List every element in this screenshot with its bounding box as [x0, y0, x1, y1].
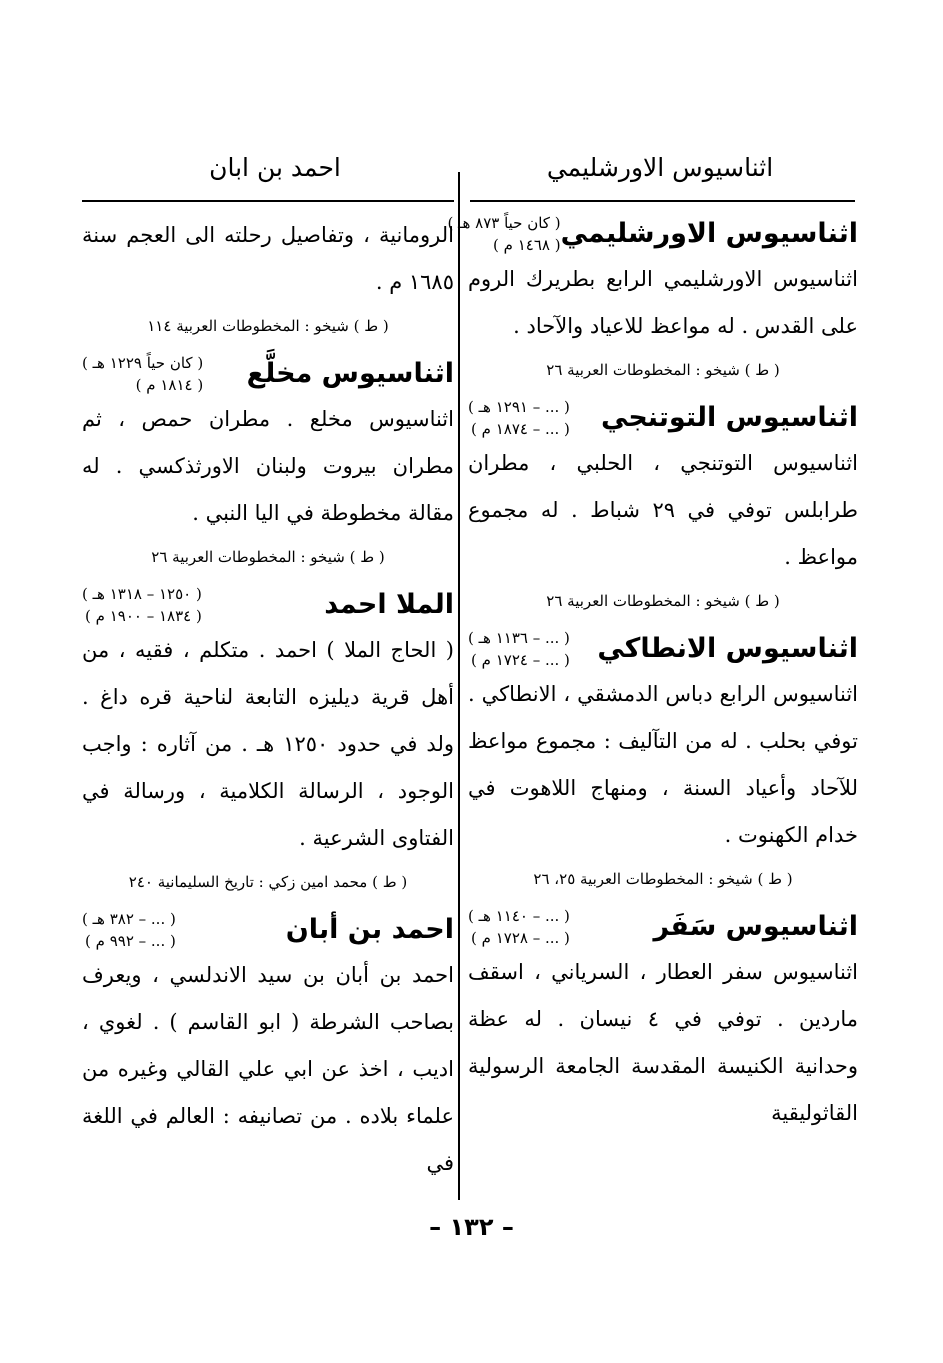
- header-rule-left: [82, 200, 454, 202]
- entry-header: [82, 352, 454, 396]
- date-gregorian: ( ... – ١٧٢٨ م ): [471, 929, 570, 947]
- date-hijri: ( ... – ١١٣٦ هـ ): [468, 629, 570, 647]
- page-number: – ١٣٢ –: [429, 1213, 514, 1241]
- entry-body: اثناسيوس سفر العطار ، السرياني ، اسقف ماردين . توفي في ٤ نيسان . له عظة وحدانية الكنيسة المقدسة الجامعة الرسولية القاثوليقية: [468, 960, 858, 1125]
- date-gregorian: ( ... – ١٧٢٤ م ): [471, 651, 570, 669]
- entry-title: احمد بن أبان: [285, 914, 454, 945]
- date-gregorian: ( ... – ١٨٧٤ م ): [471, 420, 570, 438]
- header-rule-right: [470, 200, 855, 202]
- entry-reference: ( ط ) شيخو : المخطوطات العربية ٢٦: [546, 592, 780, 610]
- date-gregorian: ( ١٨١٤ م ): [135, 376, 204, 394]
- entry-body: احمد بن أبان بن سيد الاندلسي ، ويعرف بصاحب الشرطة ( ابو القاسم ) . لغوي ، اديب ، اخذ عن ابي علي القالي وغيره من علماء بلاده . من تصانيفه : العالم في اللغة في: [82, 963, 454, 1175]
- entry-dates: [82, 583, 202, 627]
- entry-title: اثناسيوس مخلَّع: [246, 358, 454, 389]
- date-hijri: ( ... – ١٢٩١ هـ ): [468, 398, 570, 416]
- entry-dates: [468, 905, 570, 949]
- entry-body: اثناسيوس مخلع . مطران حمص ، ثم مطران بيروت ولبنان الاورثذكسي . له مقالة مخطوطة في اليا النبي .: [82, 407, 454, 525]
- running-head-right: اثناسيوس الاورشليمي: [546, 153, 774, 182]
- entry-dates: [468, 627, 570, 671]
- entry-header: [468, 396, 858, 440]
- entry-title: اثناسيوس التوتنجي: [601, 402, 858, 433]
- entry-title: الملا احمد: [324, 589, 454, 620]
- date-hijri: ( ... – ١١٤٠ هـ ): [468, 907, 570, 925]
- date-gregorian: ( ١٨٣٤ – ١٩٠٠ م ): [85, 607, 202, 625]
- entry-reference: ( ط ) شيخو : المخطوطات العربية ٢٦: [151, 548, 385, 566]
- entry-header: [447, 212, 858, 256]
- running-head-left: احمد بن ابان: [209, 153, 341, 182]
- entry-reference: ( ط ) شيخو : المخطوطات العربية ١١٤: [147, 317, 389, 335]
- date-hijri: ( ١٢٥٠ – ١٣١٨ هـ ): [82, 585, 202, 603]
- date-gregorian: ( ... – ٩٩٢ م ): [85, 932, 176, 950]
- entry-dates: [447, 212, 560, 256]
- entry-reference: ( ط ) شيخو : المخطوطات العربية ٢٦: [546, 361, 780, 379]
- entry-header: [468, 627, 858, 671]
- continued-body: الرومانية ، وتفاصيل رحلته الى العجم سنة ١٦٨٥ م .: [82, 223, 454, 294]
- entry-reference: ( ط ) محمد امين زكي : تاريخ السليمانية ٢٤٠: [128, 873, 408, 891]
- entry-header: [82, 908, 454, 952]
- date-hijri: ( كان حياً ٨٧٣ هـ ): [447, 214, 561, 232]
- entry-title: اثناسيوس الاورشليمي: [560, 218, 858, 249]
- entry-body: ( الحاج الملا ) احمد . متكلم ، فقيه ، من أهل قرية ديليزه التابعة لناحية قره داغ . ولد في حدود ١٢٥٠ هـ . من آثاره : واجب الوجود ، الرسالة الكلامية ، ورسالة في الفتاوى الشرعية .: [82, 638, 454, 850]
- left-column: [82, 212, 454, 1187]
- entry-header: [82, 583, 454, 627]
- right-column: [447, 212, 858, 1137]
- entry-reference: ( ط ) شيخو : المخطوطات العربية ٢٥، ٢٦: [533, 870, 793, 888]
- entry-dates: [82, 352, 203, 396]
- entry-header: [468, 905, 858, 949]
- entry-body: اثناسيوس التوتنجي ، الحلبي ، مطران طرابلس توفي في ٢٩ شباط . له مجموع مواعظ .: [468, 451, 858, 569]
- entry-dates: [82, 908, 176, 952]
- date-gregorian: ( ١٤٦٨ م ): [493, 236, 561, 254]
- date-hijri: ( كان حياً ١٢٢٩ هـ ): [82, 354, 204, 372]
- entry-title: اثناسيوس سَفَر: [653, 911, 858, 942]
- entry-title: اثناسيوس الانطاكي: [597, 633, 858, 664]
- column-divider: [458, 172, 460, 1200]
- entry-body: اثناسيوس الرابع دباس الدمشقي ، الانطاكي . توفي بحلب . له من التآليف : مجموع مواعظ للآحاد وأعياد السنة ، ومنهاج اللاهوت في خدام الكهنوت .: [468, 682, 858, 847]
- entry-dates: [468, 396, 570, 440]
- entry-body: اثناسيوس الاورشليمي الرابع بطريرك الروم على القدس . له مواعظ للاعياد والآحاد .: [468, 267, 858, 338]
- date-hijri: ( ... – ٣٨٢ هـ ): [82, 910, 176, 928]
